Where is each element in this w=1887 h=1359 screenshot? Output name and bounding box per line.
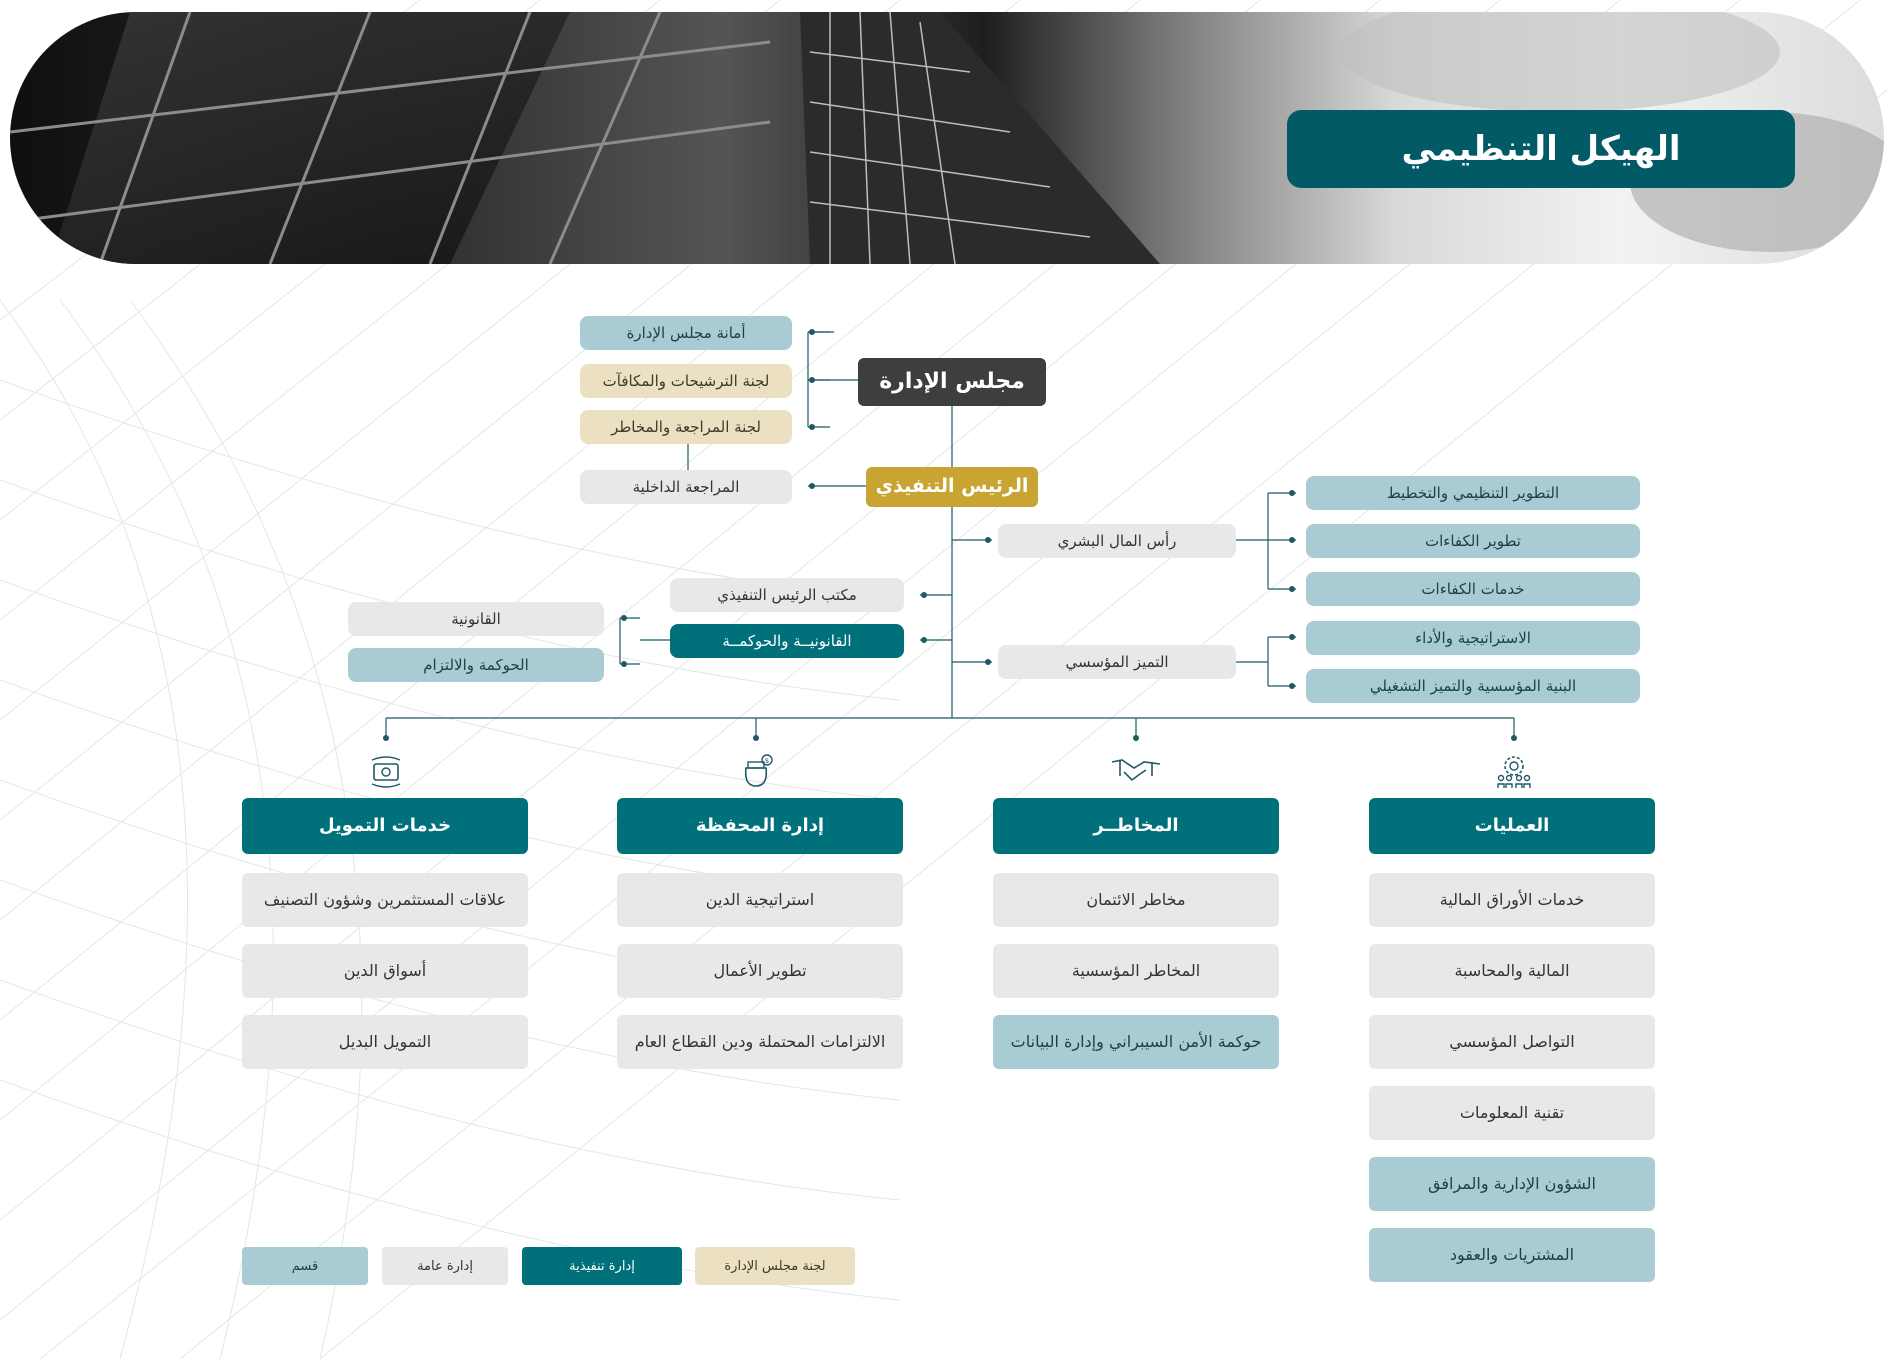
svg-text:$: $ — [764, 757, 770, 765]
enterprise-architecture-box: البنية المؤسسية والتميز التشغيلي — [1306, 669, 1640, 703]
legend-board-committee: لجنة مجلس الإدارة — [695, 1247, 855, 1285]
financing-investor-relations: علاقات المستثمرين وشؤون التصنيف — [242, 873, 528, 927]
ops-finance-accounting: المالية والمحاسبة — [1369, 944, 1655, 998]
nominations-committee-box: لجنة الترشيحات والمكافآت — [580, 364, 792, 398]
sector-head-operations: العمليات — [1369, 798, 1655, 854]
ops-corporate-communication: التواصل المؤسسي — [1369, 1015, 1655, 1069]
board-box: مجلس الإدارة — [858, 358, 1046, 406]
hr-talent-services-box: خدمات الكفاءات — [1306, 572, 1640, 606]
ops-securities-services: خدمات الأوراق المالية — [1369, 873, 1655, 927]
hr-box: رأس المال البشري — [998, 524, 1236, 558]
portfolio-business-development: تطوير الأعمال — [617, 944, 903, 998]
governance-compliance-box: الحوكمة والالتزام — [348, 648, 604, 682]
excellence-box: التميز المؤسسي — [998, 645, 1236, 679]
internal-audit-box: المراجعة الداخلية — [580, 470, 792, 504]
ceo-office-box: مكتب الرئيس التنفيذي — [670, 578, 904, 612]
risk-cyber-governance: حوكمة الأمن السيبراني وإدارة البيانات — [993, 1015, 1279, 1069]
strategy-performance-box: الاستراتيجية والأداء — [1306, 621, 1640, 655]
legend-executive-department: إدارة تنفيذية — [522, 1247, 682, 1285]
gear-people-icon — [1494, 752, 1534, 790]
sector-head-portfolio: إدارة المحفظة — [617, 798, 903, 854]
audit-risk-committee-box: لجنة المراجعة والمخاطر — [580, 410, 792, 444]
money-cycle-icon — [368, 754, 404, 790]
hr-org-development-box: التطوير التنظيمي والتخطيط — [1306, 476, 1640, 510]
ops-procurement: المشتريات والعقود — [1369, 1228, 1655, 1282]
page-title: الهيكل التنظيمي — [1287, 110, 1795, 188]
legal-box: القانونية — [348, 602, 604, 636]
hr-talent-development-box: تطوير الكفاءات — [1306, 524, 1640, 558]
sector-head-risk: المخاطــر — [993, 798, 1279, 854]
legend-section: قسم — [242, 1247, 368, 1285]
ops-it: تقنية المعلومات — [1369, 1086, 1655, 1140]
portfolio-contingent-liabilities: الالتزامات المحتملة ودين القطاع العام — [617, 1015, 903, 1069]
sector-head-financing: خدمات التمويل — [242, 798, 528, 854]
ceo-box: الرئيس التنفيذي — [866, 467, 1038, 507]
portfolio-debt-strategy: استراتيجية الدين — [617, 873, 903, 927]
board-secretariat-box: أمانة مجلس الإدارة — [580, 316, 792, 350]
legal-governance-box: القانونيــة والحوكمــة — [670, 624, 904, 658]
legend-general-department: إدارة عامة — [382, 1247, 508, 1285]
risk-credit: مخاطر الائتمان — [993, 873, 1279, 927]
financing-debt-markets: أسواق الدين — [242, 944, 528, 998]
ops-admin-facilities: الشؤون الإدارية والمرافق — [1369, 1157, 1655, 1211]
risk-enterprise: المخاطر المؤسسية — [993, 944, 1279, 998]
financing-alternative: التمويل البديل — [242, 1015, 528, 1069]
money-bag-icon — [738, 752, 774, 790]
handshake-icon — [1110, 752, 1162, 786]
